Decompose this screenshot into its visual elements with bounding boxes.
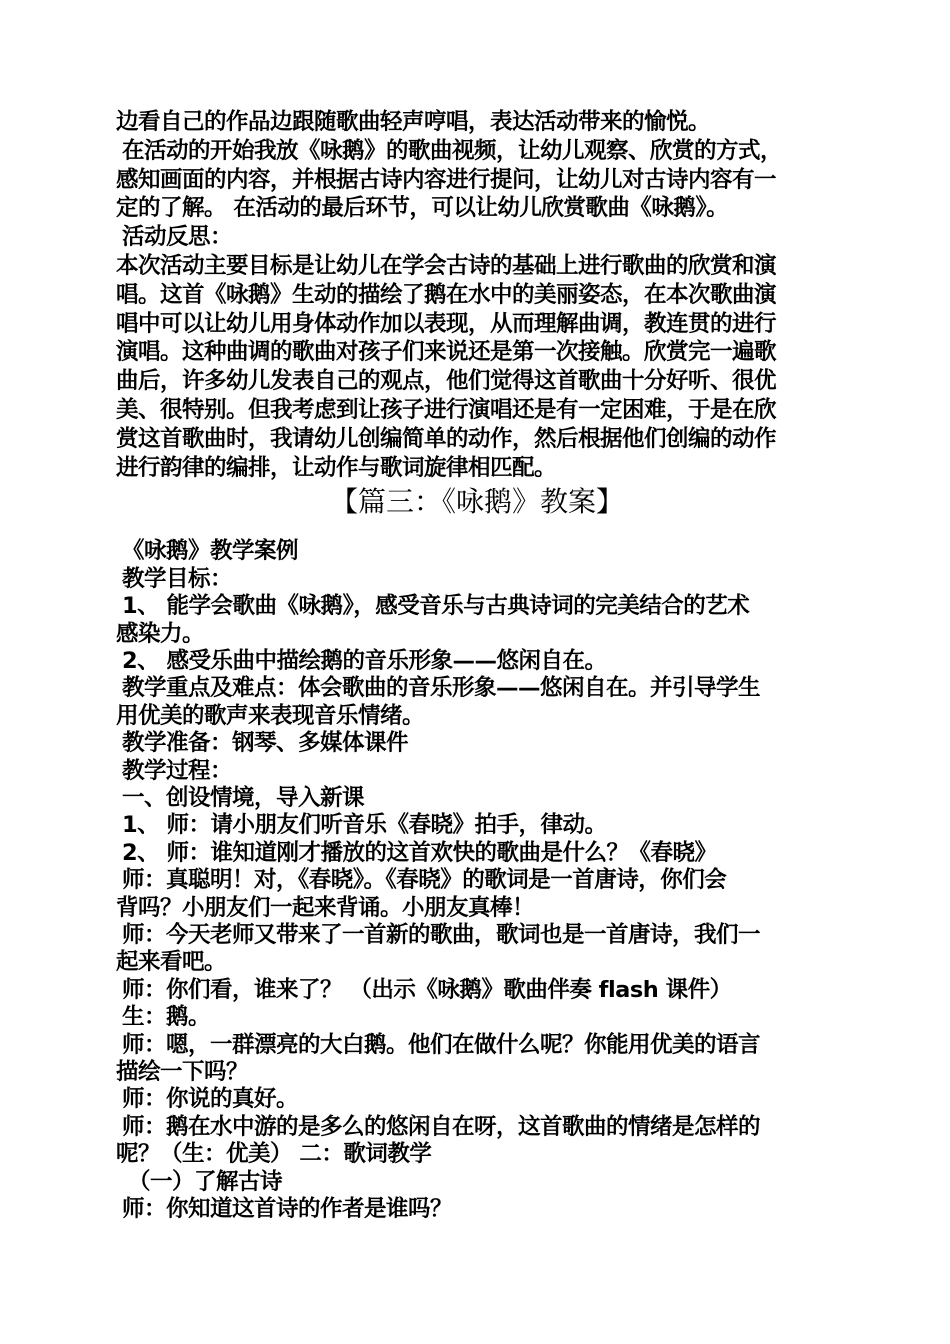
text-line: 演唱。这种曲调的歌曲对孩子们来说还是第一次接触。欣赏完一遍歌 (116, 339, 777, 366)
text-line: 师：你说的真好。 (122, 1086, 299, 1113)
text-line: 师：真聪明！对，《春晓》。《春晓》的歌词是一首唐诗，你们会 (122, 867, 727, 894)
text-line: （一）了解古诗 (128, 1168, 283, 1195)
text-line: 教学准备：钢琴、多媒体课件 (122, 730, 409, 757)
text-line: 感染力。 (116, 620, 205, 647)
text-line: 起来看吧。 (116, 949, 227, 976)
text-line: 在活动的开始我放《咏鹅》的歌曲视频，让幼儿观察、欣赏的方式， (122, 137, 783, 164)
text-line: 唱。这首《咏鹅》生动的描绘了鹅在水中的美丽姿态，在本次歌曲演 (116, 281, 777, 308)
text-line: 背吗？小朋友们一起来背诵。小朋友真棒！ (116, 894, 535, 921)
text-line: 描绘一下吗？ (116, 1059, 249, 1086)
text-line: 定的了解。 在活动的最后环节，可以让幼儿欣赏歌曲《咏鹅》。 (116, 195, 729, 222)
text-line: 赏这首歌曲时，我请幼儿创编简单的动作，然后根据他们创编的动作 (116, 425, 777, 452)
section-heading: 【篇三：《咏鹅》教案】 (329, 485, 624, 519)
reflection-section (116, 108, 838, 482)
text-line: 师：你知道这首诗的作者是谁吗？ (122, 1196, 453, 1223)
text-line: 边看自己的作品边跟随歌曲轻声哼唱，表达活动带来的愉悦。 (116, 109, 711, 135)
text-line: 生：鹅。 (122, 1004, 211, 1031)
document-page (116, 108, 838, 1224)
lesson-plan-section (116, 538, 838, 1223)
text-line: 曲后，许多幼儿发表自己的观点，他们觉得这首歌曲十分好听、很优 (116, 368, 777, 395)
text-line: 教学目标： (122, 565, 233, 592)
text-line: 2、 师：谁知道刚才播放的这首欢快的歌曲是什么？《春晓》 (122, 839, 717, 866)
text-line: 师：鹅在水中游的是多么的悠闲自在呀，这首歌曲的情绪是怎样的 (122, 1113, 761, 1140)
text-line: 美、很特别。但我考虑到让孩子进行演唱还是有一定困难，于是在欣 (116, 396, 777, 423)
text-line: 教学重点及难点：体会歌曲的音乐形象——悠闲自在。并引导学生 (122, 675, 761, 702)
text-line: 进行韵律的编排，让动作与歌词旋律相匹配。 (116, 454, 557, 481)
text-line: 师：今天老师又带来了一首新的歌曲，歌词也是一首唐诗，我们一 (122, 922, 761, 949)
text-line: 呢？（生：优美） 二：歌词教学 (116, 1141, 432, 1168)
text-line: 活动反思： (122, 224, 233, 251)
text-line: 师：嗯，一群漂亮的大白鹅。他们在做什么呢？你能用优美的语言 (122, 1031, 761, 1058)
text-line: 《咏鹅》教学案例 (122, 538, 299, 565)
text-line: 用优美的歌声来表现音乐情绪。 (116, 702, 425, 729)
text-line: 本次活动主要目标是让幼儿在学会古诗的基础上进行歌曲的欣赏和演 (116, 252, 777, 279)
text-line: 师：你们看，谁来了？ （出示《咏鹅》歌曲伴奏 flash 课件） (122, 976, 732, 1003)
text-line: 2、 感受乐曲中描绘鹅的音乐形象——悠闲自在。 (122, 647, 607, 674)
text-line: 感知画面的内容，并根据古诗内容进行提问，让幼儿对古诗内容有一 (116, 166, 777, 193)
text-line: 1、 能学会歌曲《咏鹅》，感受音乐与古典诗词的完美结合的艺术 (122, 593, 750, 620)
text-line: 一、创设情境，导入新课 (122, 785, 365, 812)
text-line: 1、 师：请小朋友们听音乐《春晓》拍手，律动。 (122, 812, 607, 839)
text-line: 教学过程： (122, 757, 233, 784)
text-line: 唱中可以让幼儿用身体动作加以表现，从而理解曲调，教连贯的进行 (116, 310, 777, 337)
